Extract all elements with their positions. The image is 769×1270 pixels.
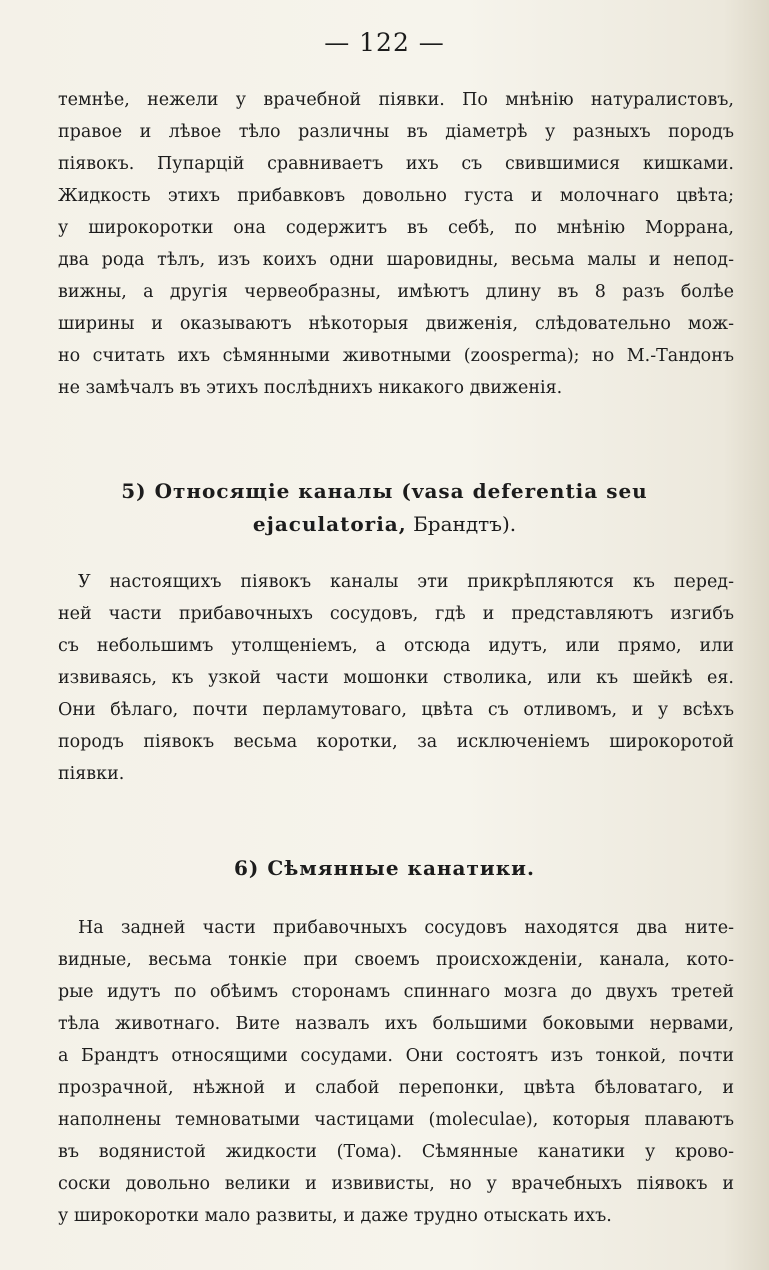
text-line: ней части прибавочныхъ сосудовъ, гдѣ и представляютъ изгибъ [58,604,734,624]
section-5-heading [0,476,769,506]
text-line: не замѣчалъ въ этихъ послѣднихъ никакого движенія. [58,378,563,398]
text-line: наполнены темноватыми частицами (moleculae), которыя плаваютъ [58,1110,734,1130]
text-line: піявки. [58,764,125,784]
text-line: прозрачной, нѣжной и слабой перепонки, цвѣта бѣловатаго, и [58,1078,734,1098]
text-line: а Брандтъ относящими сосудами. Они состоятъ изъ тонкой, почти [58,1046,734,1066]
text-line: правое и лѣвое тѣло различны въ діаметрѣ у разныхъ породъ [58,122,734,142]
text-line: У настоящихъ піявокъ каналы эти прикрѣпляются къ перед- [78,572,734,592]
text-line: породъ піявокъ весьма коротки, за исключеніемъ широкоротой [58,732,734,752]
text-line: рые идутъ по обѣимъ сторонамъ спиннаго мозга до двухъ третей [58,982,734,1002]
text-line: два рода тѣлъ, изъ коихъ одни шаровидны, весьма малы и непод- [58,250,734,270]
text-line: Жидкость этихъ прибавковъ довольно густа и молочнаго цвѣта; [58,186,734,206]
section-5-heading-line2 [0,509,769,539]
section-6-title: 6) Сѣмянные канатики. [234,856,535,880]
text-line: извиваясь, къ узкой части мошонки стволика, или къ шейкѣ ея. [58,668,734,688]
text-line: у широкоротки мало развиты, и даже трудно отыскать ихъ. [58,1206,612,1226]
section-5-title-author: Брандтъ). [406,512,517,536]
text-line: у широкоротки она содержитъ въ себѣ, по мнѣнію Моррана, [58,218,734,238]
text-line: вижны, а другія червеобразны, имѣютъ длину въ 8 разъ болѣе [58,282,734,302]
text-line: темнѣе, нежели у врачебной піявки. По мнѣнію натуралистовъ, [58,90,734,110]
section-5-title-line1: 5) Относящіе каналы (vasa deferentia seu [121,479,648,503]
text-line: Они бѣлаго, почти перламутоваго, цвѣта съ отливомъ, и у всѣхъ [58,700,734,720]
text-line: ширины и оказываютъ нѣкоторыя движенія, слѣдовательно мож- [58,314,734,334]
text-line: но считать ихъ сѣмянными животными (zoosperma); но М.-Тандонъ [58,346,734,366]
text-line: въ водянистой жидкости (Тома). Сѣмянные канатики у крово- [58,1142,734,1162]
section-6-heading [0,853,769,883]
text-line: На задней части прибавочныхъ сосудовъ находятся два ните- [78,918,734,938]
section-5-title-latin: ejaculatoria, [252,512,407,536]
page-number: — 122 — [324,28,445,57]
text-line: съ небольшимъ утолщеніемъ, а отсюда идутъ, или прямо, или [58,636,734,656]
text-line: соски довольно велики и извивисты, но у врачебныхъ піявокъ и [58,1174,734,1194]
text-line: видные, весьма тонкіе при своемъ происхожденіи, канала, кото- [58,950,734,970]
text-line: тѣла животнаго. Вите назвалъ ихъ большими боковыми нервами, [58,1014,734,1034]
text-line: піявокъ. Пупарцій сравниваетъ ихъ съ свившимися кишками. [58,154,734,174]
